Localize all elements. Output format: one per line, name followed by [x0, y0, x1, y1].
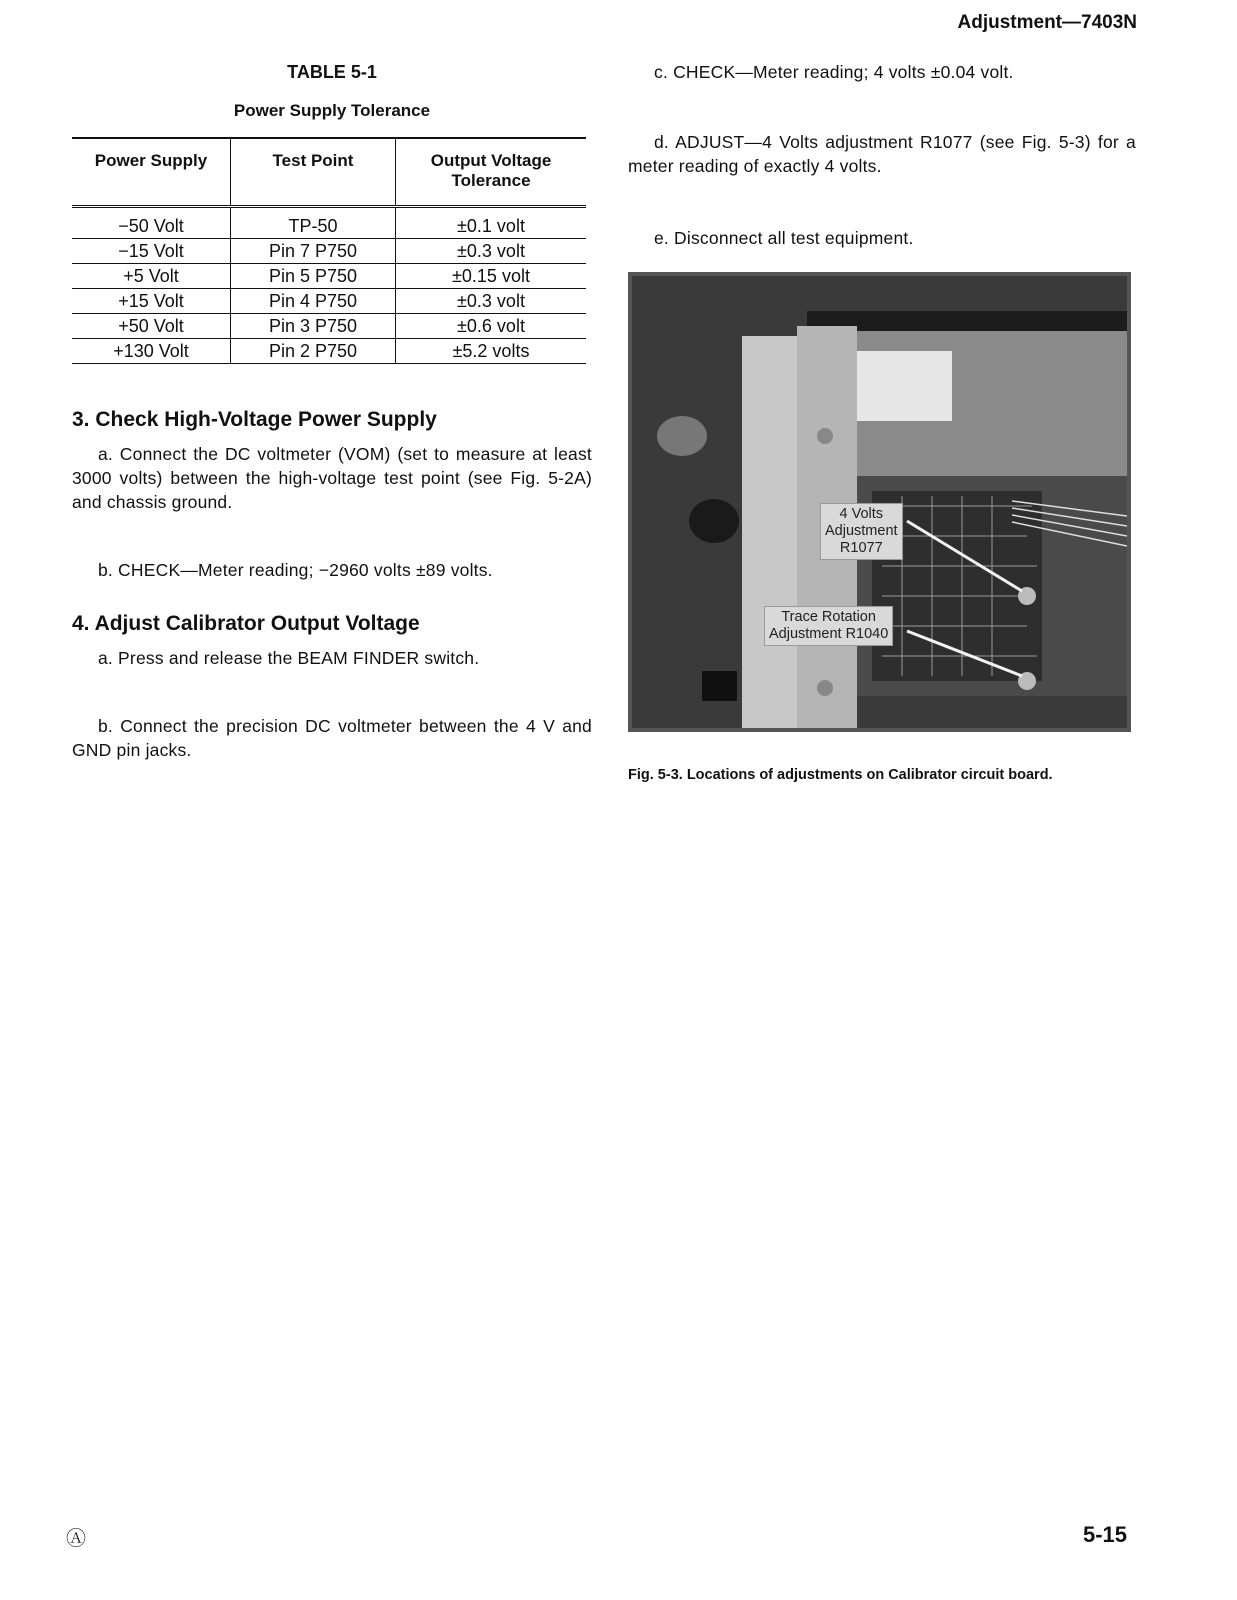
cell-tolerance: ±0.3 volt	[396, 289, 587, 314]
cell-tolerance: ±5.2 volts	[396, 339, 587, 364]
cell-test-point: Pin 4 P750	[231, 289, 396, 314]
cell-test-point: Pin 2 P750	[231, 339, 396, 364]
cell-test-point: Pin 5 P750	[231, 264, 396, 289]
cell-tolerance: ±0.3 volt	[396, 239, 587, 264]
cell-power-supply: −15 Volt	[72, 239, 231, 264]
step-e: e. Disconnect all test equipment.	[654, 228, 914, 248]
cell-power-supply: −50 Volt	[72, 207, 231, 239]
figure-caption: Fig. 5-3. Locations of adjustments on Calibrator circuit board.	[628, 767, 1053, 783]
column-header-tolerance: Output Voltage Tolerance	[396, 138, 587, 207]
footer-revision-mark: Ⓐ	[66, 1528, 86, 1550]
column-header-power-supply: Power Supply	[72, 138, 231, 207]
table-row	[72, 239, 586, 264]
table-header-row	[72, 138, 586, 207]
cell-tolerance: ±0.1 volt	[396, 207, 587, 239]
calibrator-board-photo	[628, 272, 1131, 732]
callout-trace-rotation-adjustment: Trace Rotation Adjustment R1040	[764, 606, 893, 646]
cell-test-point: TP-50	[231, 207, 396, 239]
left-column	[72, 60, 592, 762]
table-row	[72, 339, 586, 364]
cell-power-supply: +130 Volt	[72, 339, 231, 364]
section-4-heading: 4. Adjust Calibrator Output Voltage	[72, 612, 420, 635]
callout-4-volts-adjustment: 4 Volts Adjustment R1077	[820, 503, 903, 560]
cell-tolerance: ±0.15 volt	[396, 264, 587, 289]
page-number: 5-15	[1082, 1522, 1127, 1547]
running-header: Adjustment—7403N	[957, 12, 1137, 33]
cell-power-supply: +50 Volt	[72, 314, 231, 339]
step-d: d. ADJUST—4 Volts adjustment R1077 (see Fig. 5-3) for a meter reading of exactly 4 volts.	[628, 132, 1136, 176]
table-row	[72, 207, 586, 239]
cell-power-supply: +15 Volt	[72, 289, 231, 314]
table-subtitle: Power Supply Tolerance	[233, 101, 431, 120]
step-c: c. CHECK—Meter reading; 4 volts ±0.04 volt.	[654, 62, 1014, 82]
column-header-test-point: Test Point	[231, 138, 396, 207]
photo-illustration	[632, 276, 1127, 728]
section-3-step-b: b. CHECK—Meter reading; −2960 volts ±89 volts.	[98, 560, 493, 580]
right-column	[628, 60, 1136, 250]
cell-tolerance: ±0.6 volt	[396, 314, 587, 339]
section-3-step-a: a. Connect the DC voltmeter (VOM) (set to measure at least 3000 volts) between the high-voltage test point (see Fig. 5-2A) and chassis ground.	[72, 444, 592, 512]
table-row	[72, 289, 586, 314]
cell-test-point: Pin 7 P750	[231, 239, 396, 264]
table-row	[72, 264, 586, 289]
section-4-step-a: a. Press and release the BEAM FINDER switch.	[98, 648, 480, 668]
cell-power-supply: +5 Volt	[72, 264, 231, 289]
power-supply-tolerance-table	[72, 137, 586, 364]
table-row	[72, 314, 586, 339]
section-4-step-b: b. Connect the precision DC voltmeter between the 4 V and GND pin jacks.	[72, 716, 592, 760]
table-title: TABLE 5-1	[287, 62, 377, 82]
section-3-heading: 3. Check High-Voltage Power Supply	[72, 408, 437, 431]
cell-test-point: Pin 3 P750	[231, 314, 396, 339]
